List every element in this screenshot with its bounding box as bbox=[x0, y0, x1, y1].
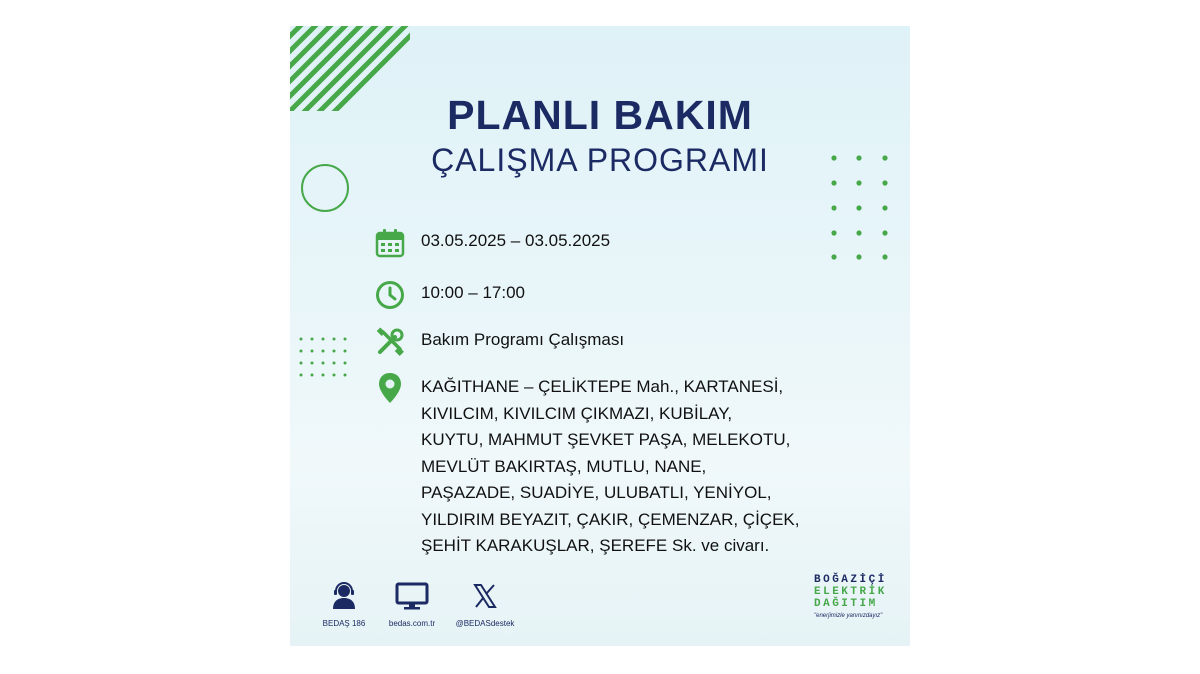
location-line: KIVILCIM, KIVILCIM ÇIKMAZI, KUBİLAY, bbox=[421, 403, 733, 423]
small-dot-grid-decoration bbox=[298, 336, 348, 382]
clock-icon bbox=[374, 279, 406, 311]
location-line: KUYTU, MAHMUT ŞEVKET PAŞA, MELEKOTU, bbox=[421, 430, 791, 449]
time-range-text: 10:00 – 17:00 bbox=[421, 283, 525, 302]
calendar-icon bbox=[374, 227, 406, 259]
social-contact[interactable] bbox=[445, 582, 525, 628]
date-range-text: 03.05.2025 – 03.05.2025 bbox=[421, 231, 611, 250]
work-type-text: Bakım Programı Çalışması bbox=[421, 330, 625, 349]
website-contact[interactable] bbox=[372, 582, 452, 628]
logo-tagline: "enerjimizle yanınızdayız" bbox=[814, 613, 883, 619]
social-label: @BEDASdestek bbox=[455, 619, 515, 628]
page-title: PLANLI BAKIM bbox=[447, 92, 753, 138]
logo-line-3: DAĞITIM bbox=[814, 598, 878, 610]
location-pin-icon bbox=[374, 372, 406, 404]
monitor-icon bbox=[395, 582, 429, 610]
location-line: KAĞITHANE – ÇELİKTEPE Mah., KARTANESİ, bbox=[421, 377, 784, 396]
date-row bbox=[374, 227, 610, 259]
work-type-row bbox=[374, 326, 624, 358]
location-line: PAŞAZADE, SUADİYE, ULUBATLI, YENİYOL, bbox=[421, 483, 772, 502]
tools-icon bbox=[374, 326, 406, 358]
logo-line-2: ELEKTRİK bbox=[814, 586, 887, 598]
page-subtitle: ÇALIŞMA PROGRAMI bbox=[431, 142, 769, 178]
headset-agent-icon bbox=[331, 582, 357, 610]
maintenance-card bbox=[290, 26, 910, 646]
location-line: ŞEHİT KARAKUŞLAR, ŞEREFE Sk. ve civarı. bbox=[421, 536, 770, 555]
website-label: bedas.com.tr bbox=[388, 619, 436, 628]
phone-label: BEDAŞ 186 bbox=[322, 619, 366, 628]
location-line: YILDIRIM BEYAZIT, ÇAKIR, ÇEMENZAR, ÇİÇEK, bbox=[421, 509, 800, 529]
location-list bbox=[421, 374, 861, 560]
location-row bbox=[374, 372, 406, 404]
bogazici-logo bbox=[814, 574, 898, 619]
logo-line-1: BOĞAZİÇİ bbox=[814, 574, 887, 586]
time-row bbox=[374, 279, 525, 311]
x-logo-icon bbox=[472, 582, 498, 610]
location-line: MEVLÜT BAKIRTAŞ, MUTLU, NANE, bbox=[421, 456, 707, 476]
